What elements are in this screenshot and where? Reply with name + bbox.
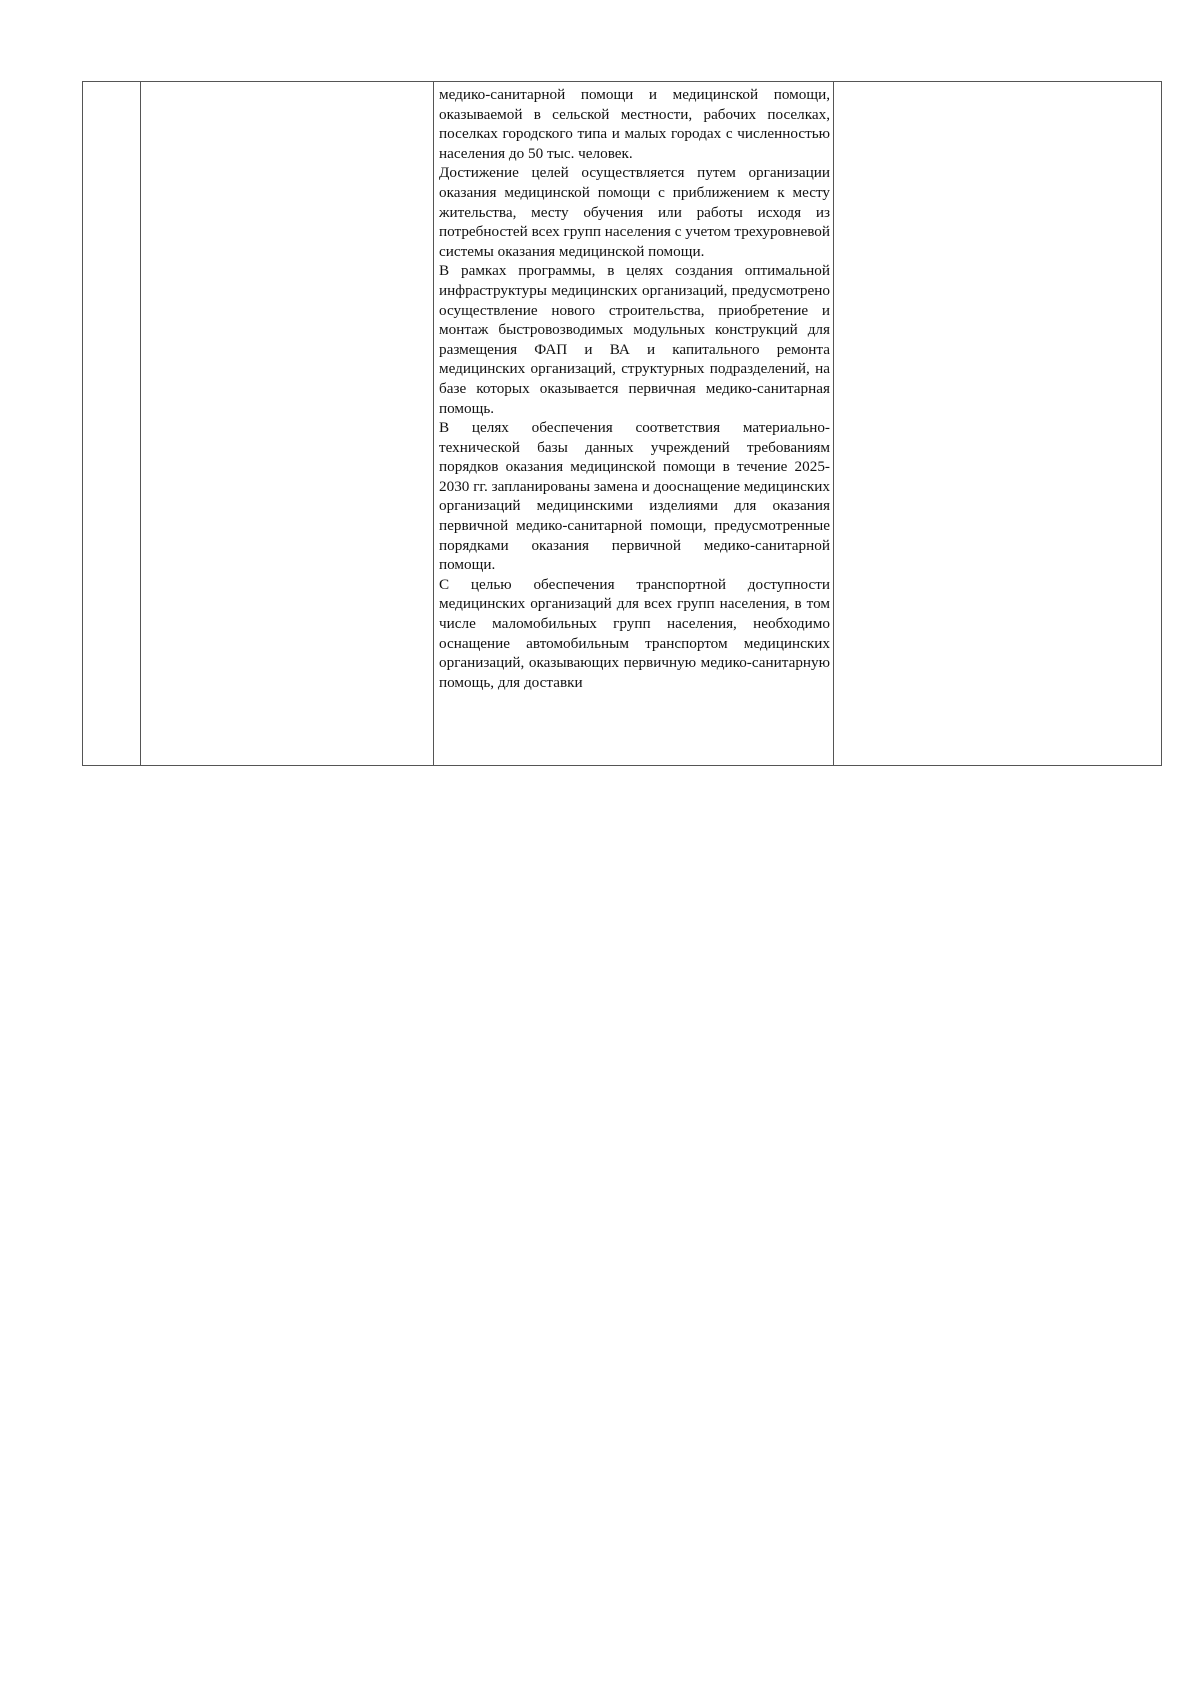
table-cell-notes — [834, 82, 1162, 766]
paragraph: С целью обеспечения транспортной доступности медицинских организаций для всех групп населения, в том числе маломобильных групп населения, необходимо оснащение автомобильным транспортом медицинских организаций, оказывающих первичную медико-санитарную помощь, для доставки — [439, 575, 830, 691]
cell-text — [83, 82, 140, 85]
paragraph: Достижение целей осуществляется путем организации оказания медицинской помощи с приближением к месту жительства, месту обучения или работы исходя из потребностей всех групп населения с учетом трехуровневой системы оказания медицинской помощи. — [439, 164, 830, 260]
paragraph: медико-санитарной помощи и медицинской помощи, оказываемой в сельской местности, рабочих поселках, поселках городского типа и малых городах с численностью населения до 50 тыс. человек. — [439, 86, 830, 162]
table-cell-name — [141, 82, 434, 766]
cell-text — [141, 82, 433, 85]
paragraph: В рамках программы, в целях создания оптимальной инфраструктуры медицинских организаций, предусмотрено осуществление нового строительства, приобретение и монтаж быстровозводимых модульных конструкций для размещения ФАП и ВА и капитального ремонта медицинских организаций, структурных подразделений, на базе которых оказывается первичная медико-санитарная помощь. — [439, 262, 830, 417]
table-cell-number — [83, 82, 141, 766]
table-cell-description — [434, 82, 834, 766]
table-row — [83, 82, 1162, 766]
description-text — [434, 82, 833, 692]
document-table — [82, 81, 1162, 766]
paragraph: В целях обеспечения соответствия материально-технической базы данных учреждений требованиям порядков оказания медицинской помощи в течение 2025-2030 гг. запланированы замена и дооснащение медицинских организаций медицинскими изделиями для оказания первичной медико-санитарной помощи, предусмотренные порядками оказания первичной медико-санитарной помощи. — [439, 419, 830, 574]
cell-text — [834, 82, 1161, 85]
